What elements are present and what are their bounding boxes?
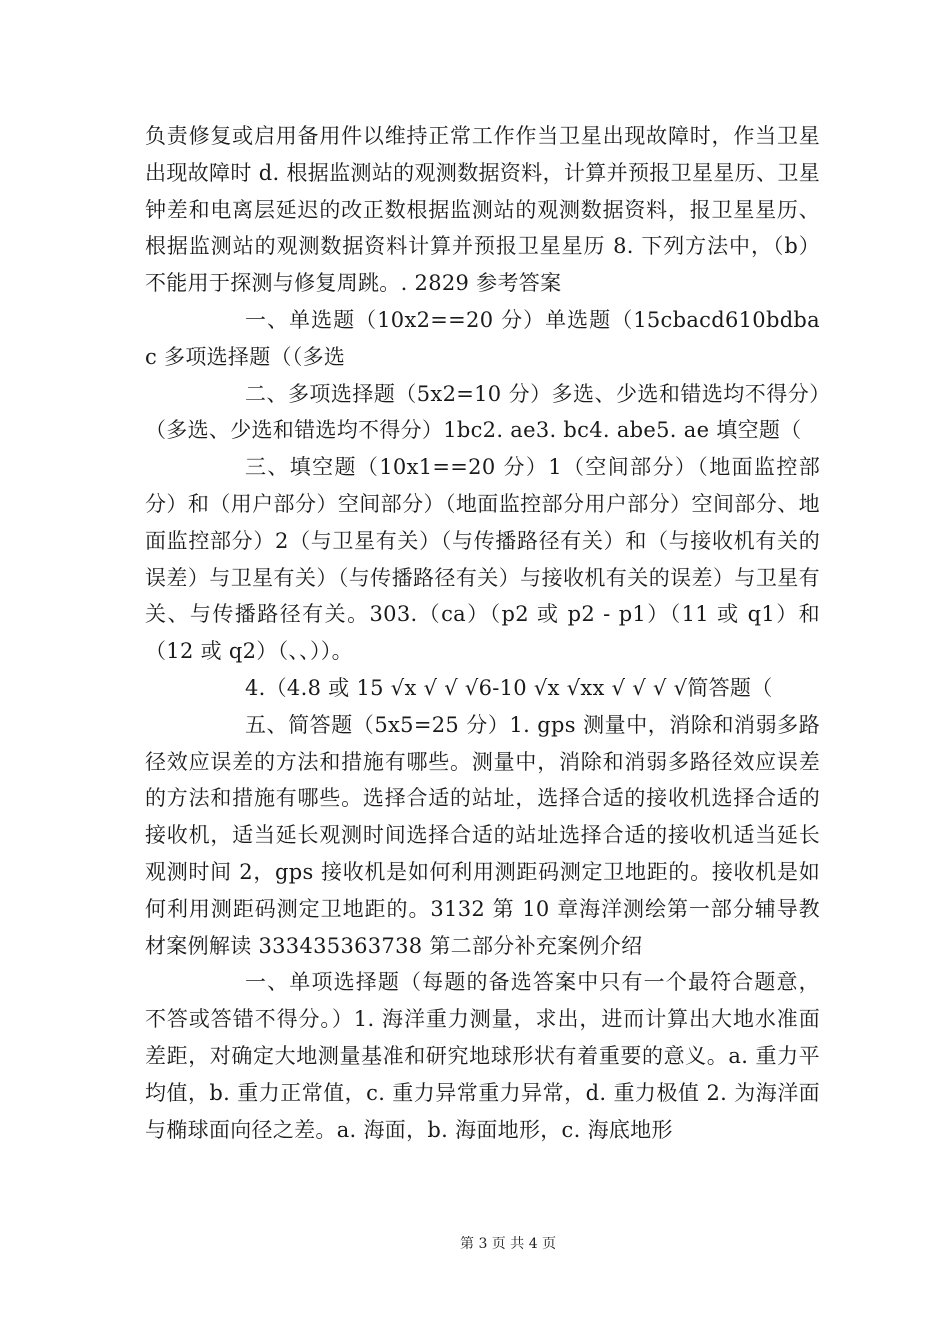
- page-number-footer: 第 3 页 共 4 页: [460, 1236, 557, 1252]
- paragraph-intro: 负责修复或启用备用件以维持正常工作作当卫星出现故障时，作当卫星出现故障时 d. 根据监测站的观测数据资料，计算并预报卫星星历、卫星钟差和电离层延迟的改正数根据监测站的观测数据资料，报卫星星历、根据监测站的观测数据资料计算并预报卫星星历 8. 下列方法中，（b）不能用于探测与修复周跳。. 2829 参考答案: [145, 124, 820, 296]
- paragraph-fill-in-answers: 三、填空题（10x1==20 分）1（空间部分）（地面监控部分）和（用户部分）空间部分）（地面监控部分用户部分）空间部分、地面监控部分）2（与卫星有关）（与传播路径有关）和（与接收机有关的误差）与卫星有关）（与传播路径有关）与接收机有关的误差）与卫星有关、与传播路径有关。303.（ca）（p2 或 p2 - p1）（11 或 q1）和（12 或 q2）（、、））。: [145, 455, 820, 664]
- paragraph-ocean-survey-questions: 一、单项选择题（每题的备选答案中只有一个最符合题意，不答或答错不得分。）1. 海洋重力测量，求出，进而计算出大地水准面差距，对确定大地测量基准和研究地球形状有着重要的意义。a. 重力平均值，b. 重力正常值，c. 重力异常重力异常，d. 重力极值 2. 为海洋面与椭球面向径之差。a. 海面，b. 海面地形，c. 海底地形: [145, 970, 820, 1142]
- paragraph-short-answer: 五、简答题（5x5=25 分）1. gps 测量中，消除和消弱多路径效应误差的方法和措施有哪些。测量中，消除和消弱多路径效应误差的方法和措施有哪些。选择合适的站址，选择合适的接收机选择合适的接收机，适当延长观测时间选择合适的站址选择合适的接收机适当延长观测时间 2，gps 接收机是如何利用测距码测定卫地距的。接收机是如何利用测距码测定卫地距的。3132 第 10 章海洋测绘第一部分辅导教材案例解读 333435363738 第二部分补充案例介绍: [145, 712, 820, 958]
- document-body: [145, 118, 820, 1148]
- paragraph-true-false-answers: 4.（4.8 或 15 √x √ √ √6-10 √x √xx √ √ √ √简答题（: [245, 675, 773, 700]
- paragraph-single-choice-answers: 一、单选题（10x2==20 分）单选题（15cbacd610bdbac 多项选择题（（多选: [145, 307, 820, 369]
- paragraph-multiple-choice-answers: 二、多项选择题（5x2=10 分）多选、少选和错选均不得分）（多选、少选和错选均不得分）1bc2. ae3. bc4. abe5. ae 填空题（: [145, 381, 820, 443]
